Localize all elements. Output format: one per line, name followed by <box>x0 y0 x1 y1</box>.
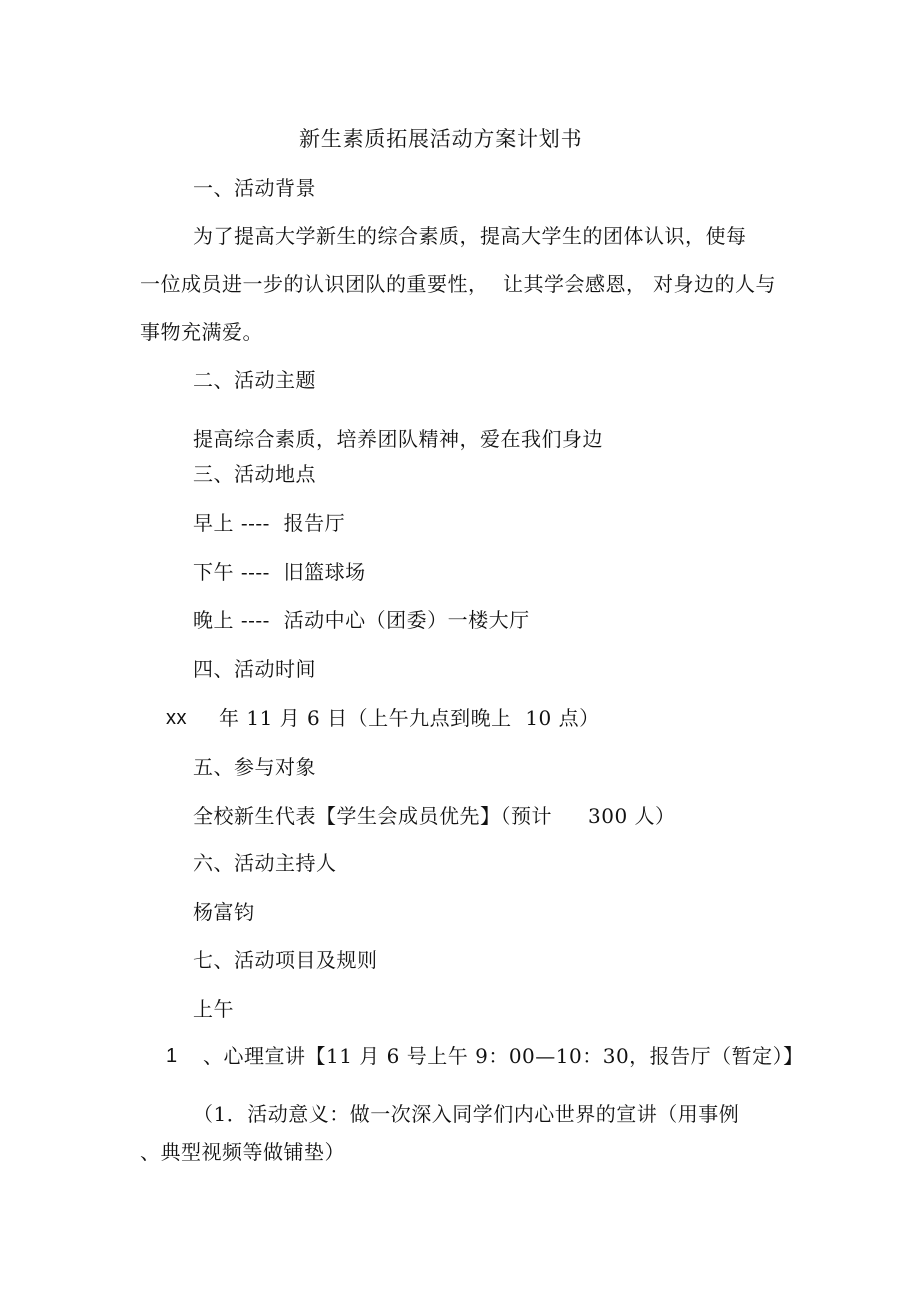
theme-text: 提高综合素质，培养团队精神，爱在我们身边 <box>193 427 603 451</box>
item-subtext: （1．活动意义：做一次深入同学们内心世界的宣讲（用事例 <box>193 1102 740 1126</box>
audience-text: 全校新生代表【学生会成员优先】（预计 <box>193 804 552 828</box>
time-text: 年 11 月 6 日（上午九点到晚上 10 点） <box>219 706 600 730</box>
section-heading-host: 六、活动主持人 <box>193 851 337 875</box>
paragraph-line: 对身边的人与 <box>653 272 776 296</box>
document-title: 新生素质拓展活动方案计划书 <box>299 127 583 151</box>
morning-label: 上午 <box>193 997 234 1021</box>
location-morning: 早上 ---- 报告厅 <box>193 511 346 535</box>
location-evening: 晚上 ---- 活动中心（团委）一楼大厅 <box>193 608 530 632</box>
item-number: 1 <box>166 1045 178 1067</box>
host-name: 杨富钧 <box>193 900 255 924</box>
paragraph-line: 为了提高大学新生的综合素质，提高大学生的团体认识，使每 <box>193 224 747 248</box>
paragraph-line: 一位成员进一步的认识团队的重要性， <box>140 272 489 296</box>
paragraph-line: 事物充满爱。 <box>140 320 263 344</box>
audience-count: 300 人） <box>588 804 676 828</box>
section-heading-time: 四、活动时间 <box>193 657 316 681</box>
location-afternoon: 下午 ---- 旧篮球场 <box>193 560 366 584</box>
section-heading-background: 一、活动背景 <box>193 176 316 200</box>
paragraph-line: 让其学会感恩， <box>503 272 647 296</box>
section-heading-audience: 五、参与对象 <box>193 755 316 779</box>
section-heading-theme: 二、活动主题 <box>193 368 316 392</box>
section-heading-activities: 七、活动项目及规则 <box>193 948 378 972</box>
section-heading-location: 三、活动地点 <box>193 462 316 486</box>
item-text: 、心理宣讲【11 月 6 号上午 9：00—10：30，报告厅（暂定）】 <box>203 1044 804 1068</box>
item-subtext: 、典型视频等做铺垫） <box>140 1140 345 1164</box>
time-prefix: xx <box>166 707 187 729</box>
